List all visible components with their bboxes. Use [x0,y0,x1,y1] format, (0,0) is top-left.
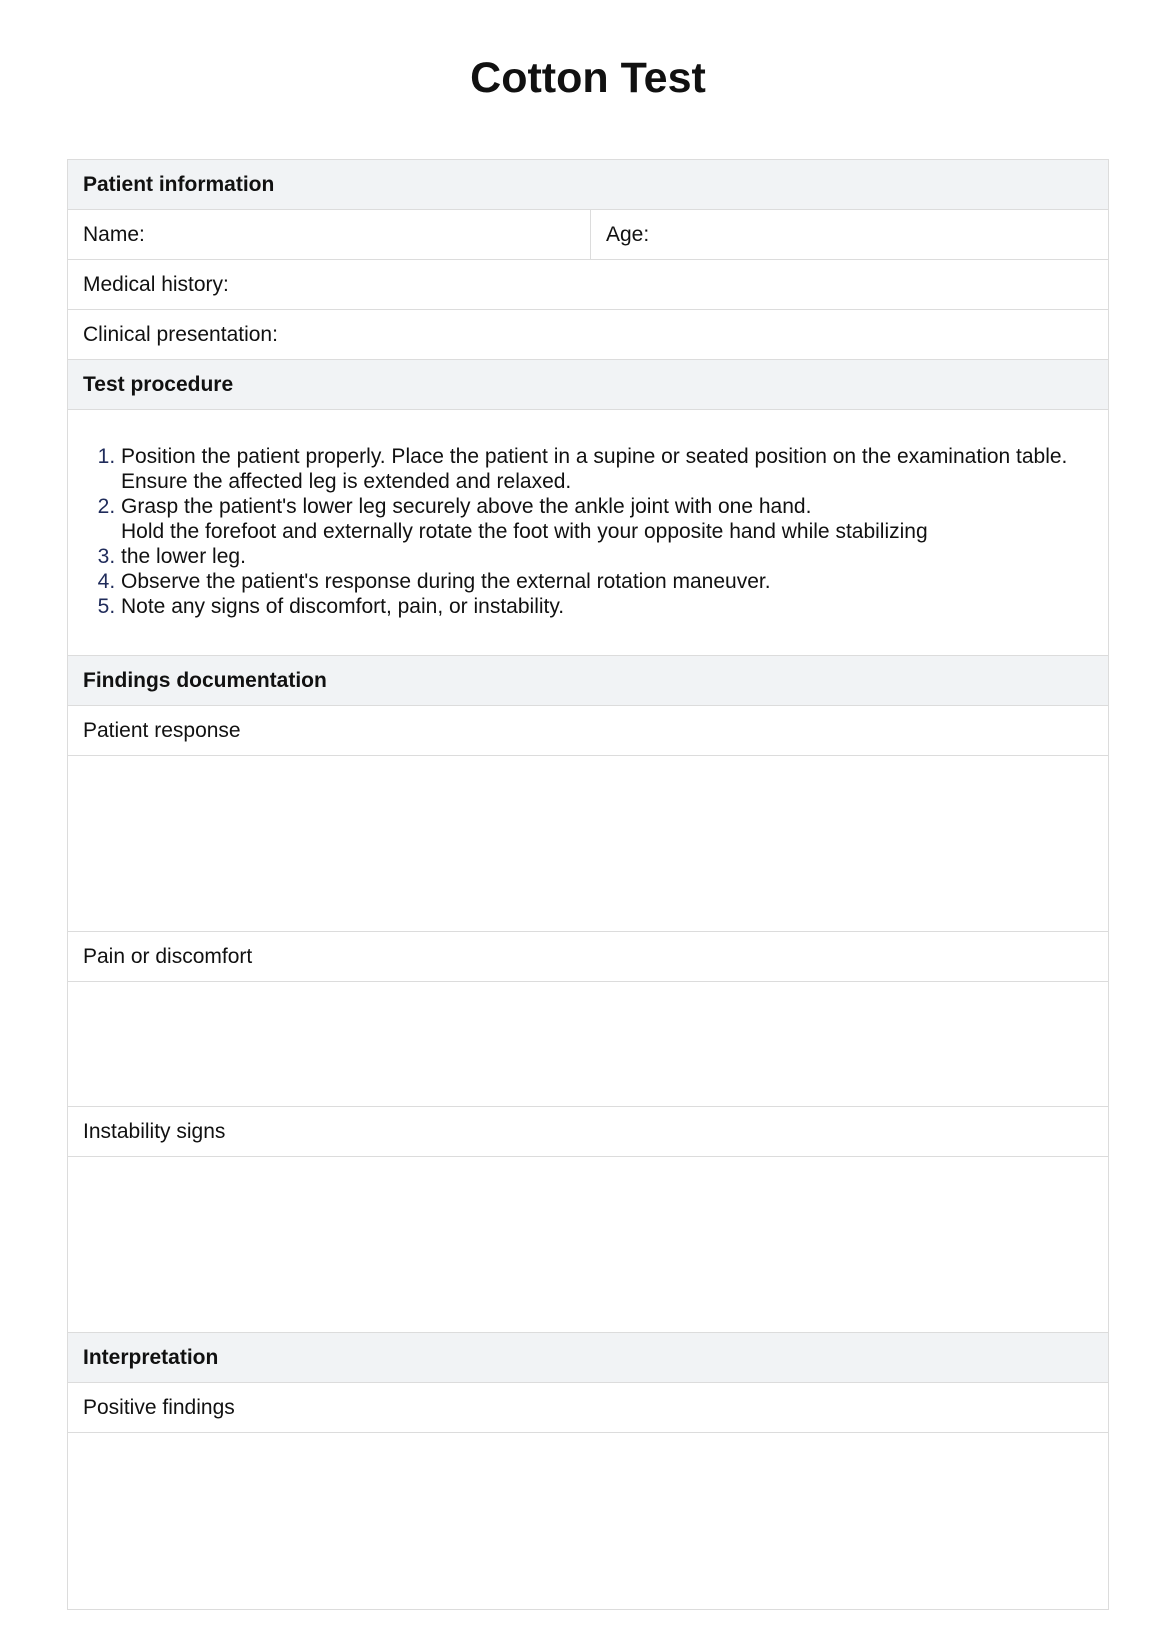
name-age-row [68,210,1108,260]
page-title: Cotton Test [470,54,706,102]
name-field[interactable]: Name: [68,210,591,259]
pain-field[interactable] [68,982,1108,1107]
procedure-steps-row [68,410,1108,656]
instability-field[interactable] [68,1157,1108,1333]
procedure-list [83,444,1093,619]
instability-label-row [68,1107,1108,1157]
section-header-findings [68,656,1108,706]
procedure-step: 1. Position the patient properly. Place the patient in a supine or seated position on the examination table. Ensure the affected leg is extended and relaxed. [121,444,1093,494]
medical-history-row [68,260,1108,310]
patient-response-label-row [68,706,1108,756]
clinical-presentation-field[interactable]: Clinical presentation: [83,322,278,346]
medical-history-field[interactable]: Medical history: [83,272,229,296]
section-title: Findings documentation [83,668,327,692]
procedure-step-text: Hold the forefoot and externally rotate the foot with your opposite hand while stabilizing the lower leg. [121,520,928,568]
section-title: Test procedure [83,372,234,396]
instability-label: Instability signs [83,1119,226,1143]
section-header-test-procedure [68,360,1108,410]
section-header-patient-information [68,160,1108,210]
pain-label-row [68,932,1108,982]
patient-response-field[interactable] [68,756,1108,932]
clinical-presentation-row [68,310,1108,360]
section-title: Patient information [83,172,275,196]
cotton-test-form [67,159,1109,1610]
procedure-step [121,519,1093,569]
section-title: Interpretation [83,1345,219,1369]
age-field[interactable]: Age: [606,222,650,246]
positive-findings-label: Positive findings [83,1395,235,1419]
procedure-step: 5. Note any signs of discomfort, pain, or instability. [121,594,1093,619]
procedure-step: 2. Grasp the patient's lower leg securely above the ankle joint with one hand. [121,494,1093,519]
positive-findings-field[interactable] [68,1433,1108,1609]
procedure-steps [68,410,1108,655]
procedure-step: 4. Observe the patient's response during the external rotation maneuver. [121,569,1093,594]
pain-label: Pain or discomfort [83,944,253,968]
section-header-interpretation [68,1333,1108,1383]
patient-response-label: Patient response [83,718,241,742]
positive-findings-label-row [68,1383,1108,1433]
